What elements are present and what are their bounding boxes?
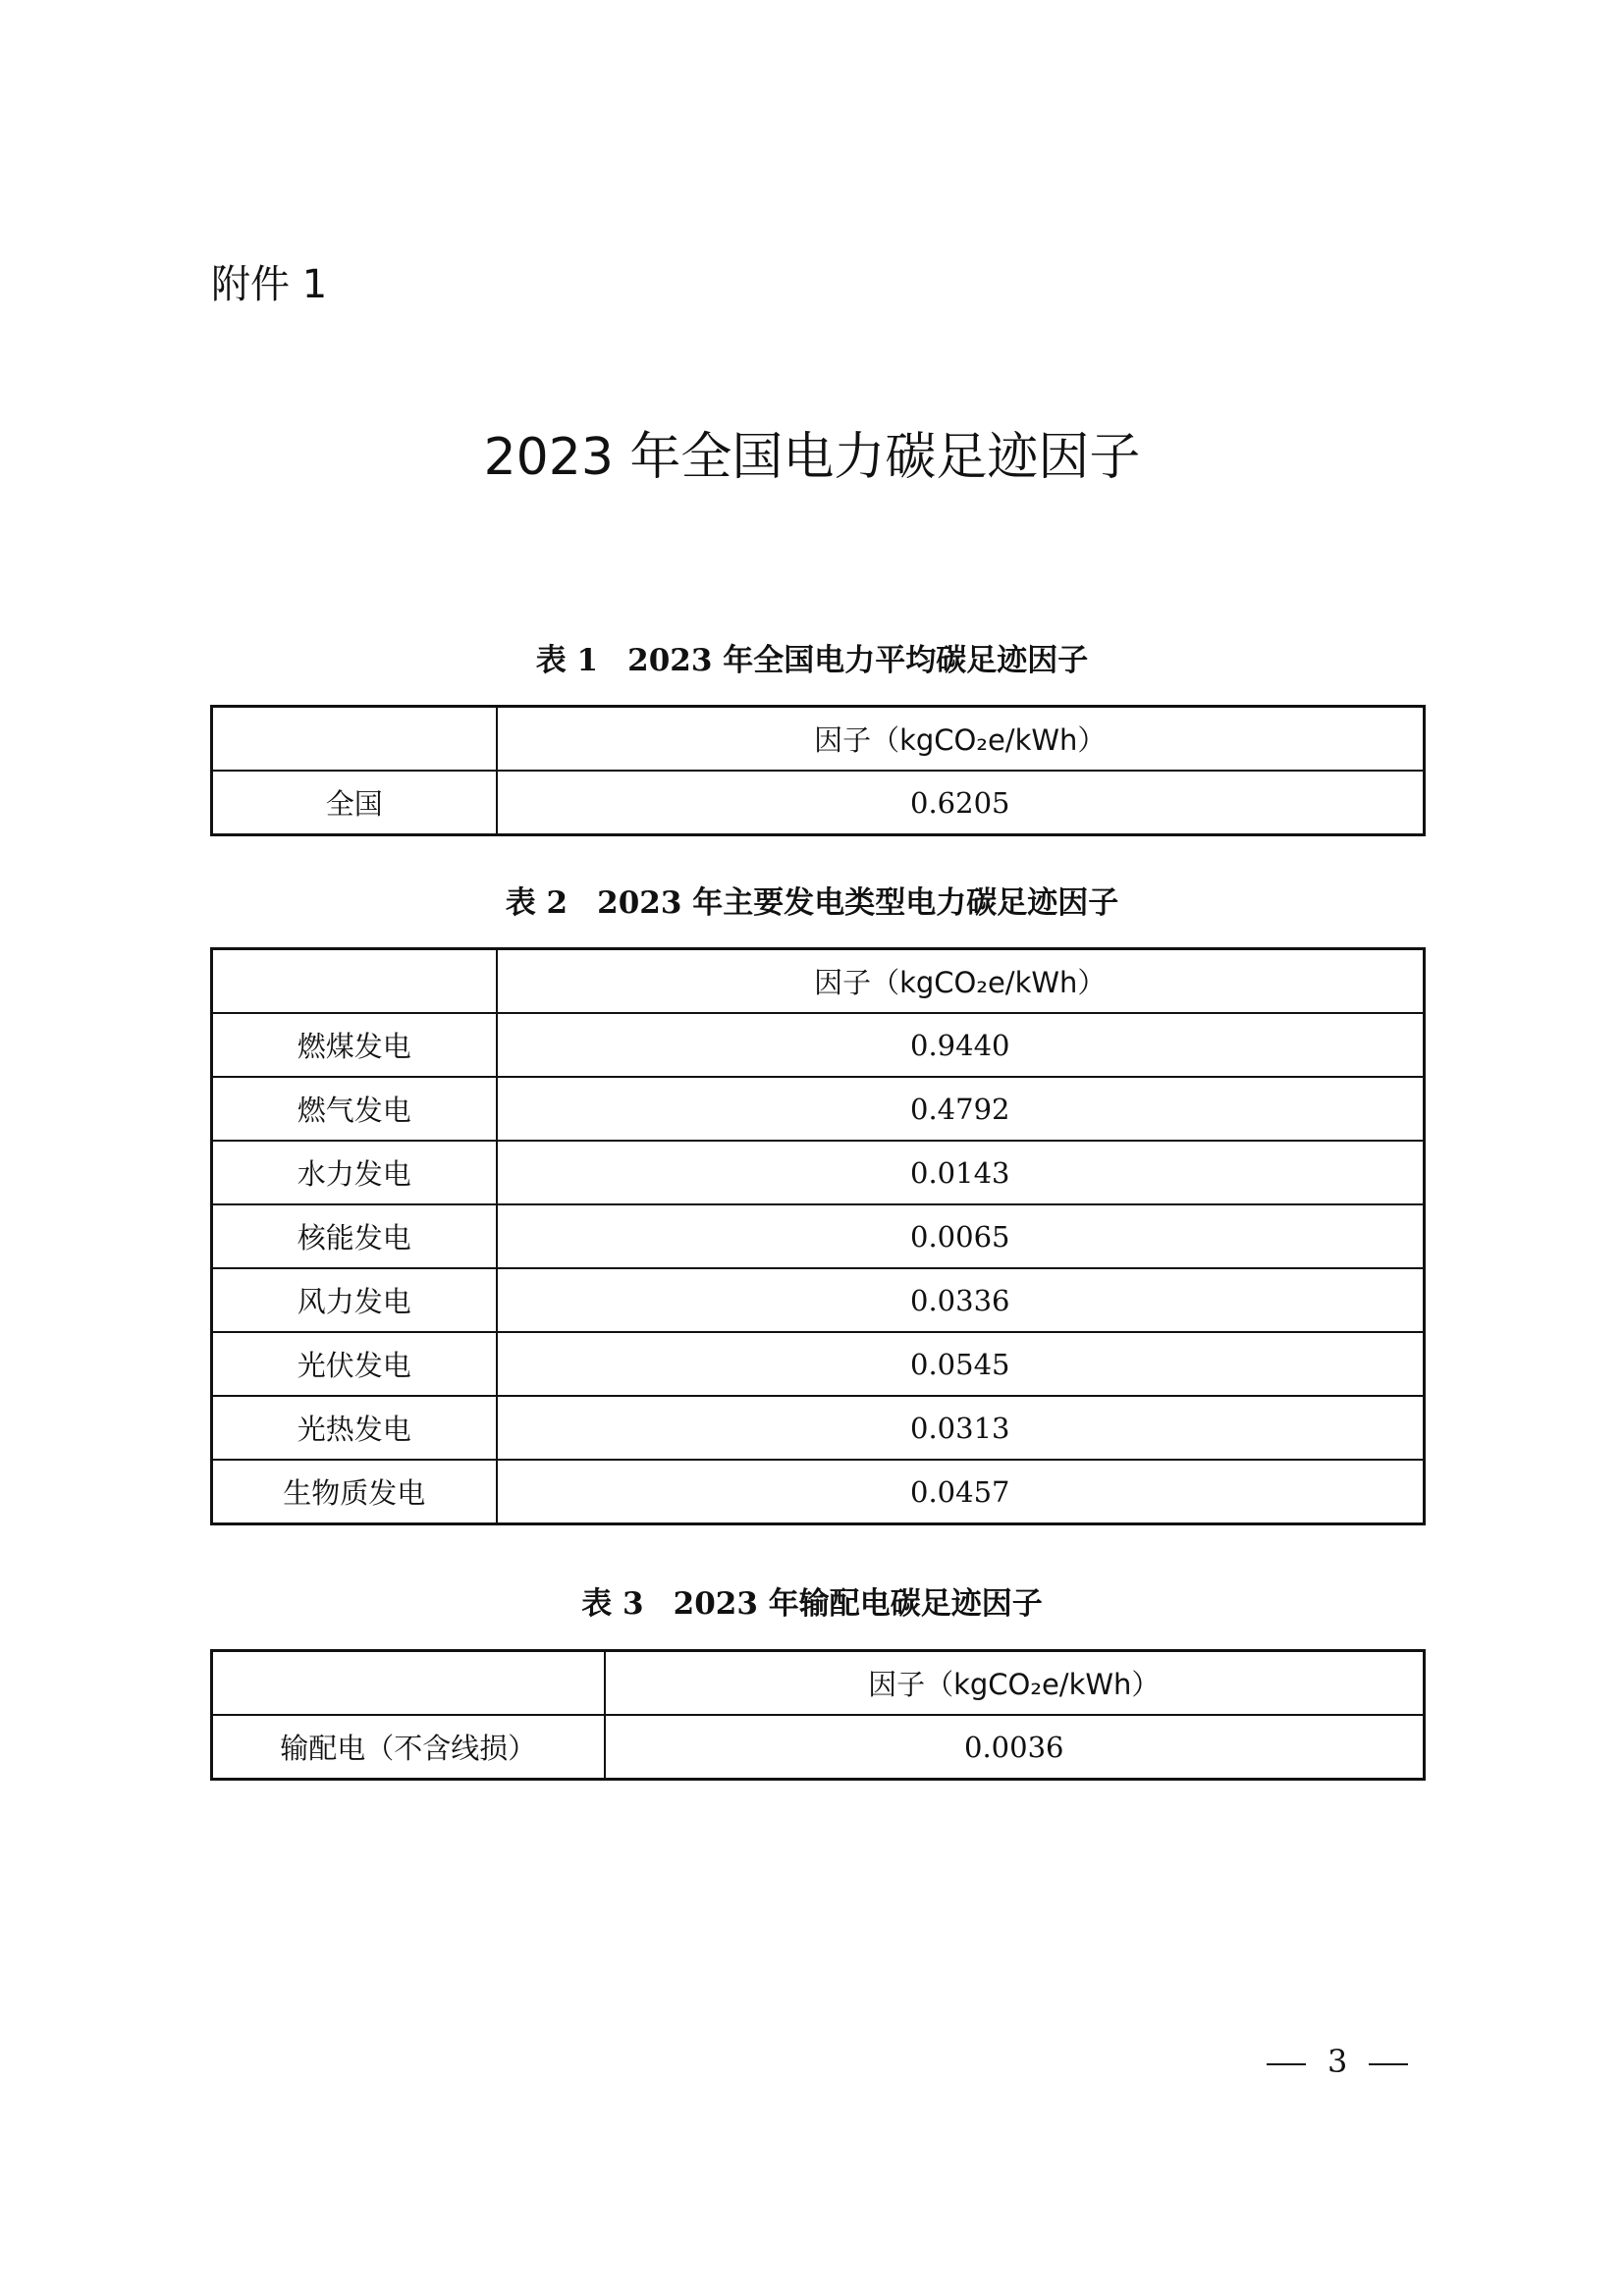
row-value: 0.0457 (497, 1460, 1425, 1524)
table-header-row (212, 1651, 1425, 1716)
table-1-caption-text: 2023 年全国电力平均碳足迹因子 (627, 643, 1089, 678)
row-label: 风力发电 (212, 1268, 497, 1332)
row-value: 0.6205 (497, 771, 1425, 835)
table-3 (210, 1649, 1426, 1781)
table-row (212, 1332, 1425, 1396)
table-row (212, 1204, 1425, 1268)
row-label: 燃气发电 (212, 1077, 497, 1141)
table-header-unit: 因子（kgCO₂e/kWh） (605, 1651, 1425, 1716)
table-2-caption-number: 表 2 (505, 885, 568, 921)
table-row (212, 1077, 1425, 1141)
row-label: 全国 (212, 771, 497, 835)
row-value: 0.0143 (497, 1141, 1425, 1204)
row-label: 生物质发电 (212, 1460, 497, 1524)
row-value: 0.0313 (497, 1396, 1425, 1460)
table-1 (210, 705, 1426, 836)
table-row (212, 1715, 1425, 1780)
table-1-caption (0, 641, 1624, 680)
page-number-dash-left (1267, 2063, 1306, 2065)
table-row (212, 1460, 1425, 1524)
row-value: 0.9440 (497, 1013, 1425, 1077)
row-label: 水力发电 (212, 1141, 497, 1204)
table-3-caption-text: 2023 年输配电碳足迹因子 (673, 1586, 1043, 1622)
table-row (212, 1396, 1425, 1460)
page-number-value: 3 (1327, 2043, 1348, 2080)
table-header-row (212, 707, 1425, 772)
table-2 (210, 947, 1426, 1525)
row-label: 光热发电 (212, 1396, 497, 1460)
document-title: 2023 年全国电力碳足迹因子 (483, 428, 1141, 487)
row-label: 燃煤发电 (212, 1013, 497, 1077)
table-1-caption-number: 表 1 (535, 643, 599, 678)
table-2-caption (0, 883, 1624, 923)
table-header-empty-cell (212, 949, 497, 1014)
table-row (212, 1013, 1425, 1077)
table-row (212, 1141, 1425, 1204)
table-header-row (212, 949, 1425, 1014)
row-value: 0.0545 (497, 1332, 1425, 1396)
row-label: 核能发电 (212, 1204, 497, 1268)
row-value: 0.0065 (497, 1204, 1425, 1268)
row-value: 0.0036 (605, 1715, 1425, 1780)
row-value: 0.0336 (497, 1268, 1425, 1332)
table-3-caption-number: 表 3 (581, 1586, 644, 1622)
annex-label: 附件 1 (211, 262, 328, 307)
table-row (212, 771, 1425, 835)
table-header-unit: 因子（kgCO₂e/kWh） (497, 707, 1425, 772)
table-header-empty-cell (212, 707, 497, 772)
row-label: 光伏发电 (212, 1332, 497, 1396)
table-header-empty-cell (212, 1651, 605, 1716)
page-number (1267, 2042, 1408, 2081)
table-2-caption-text: 2023 年主要发电类型电力碳足迹因子 (597, 885, 1119, 921)
row-value: 0.4792 (497, 1077, 1425, 1141)
table-3-caption (0, 1584, 1624, 1624)
page-number-dash-right (1369, 2063, 1408, 2065)
table-header-unit: 因子（kgCO₂e/kWh） (497, 949, 1425, 1014)
table-row (212, 1268, 1425, 1332)
row-label: 输配电（不含线损） (212, 1715, 605, 1780)
